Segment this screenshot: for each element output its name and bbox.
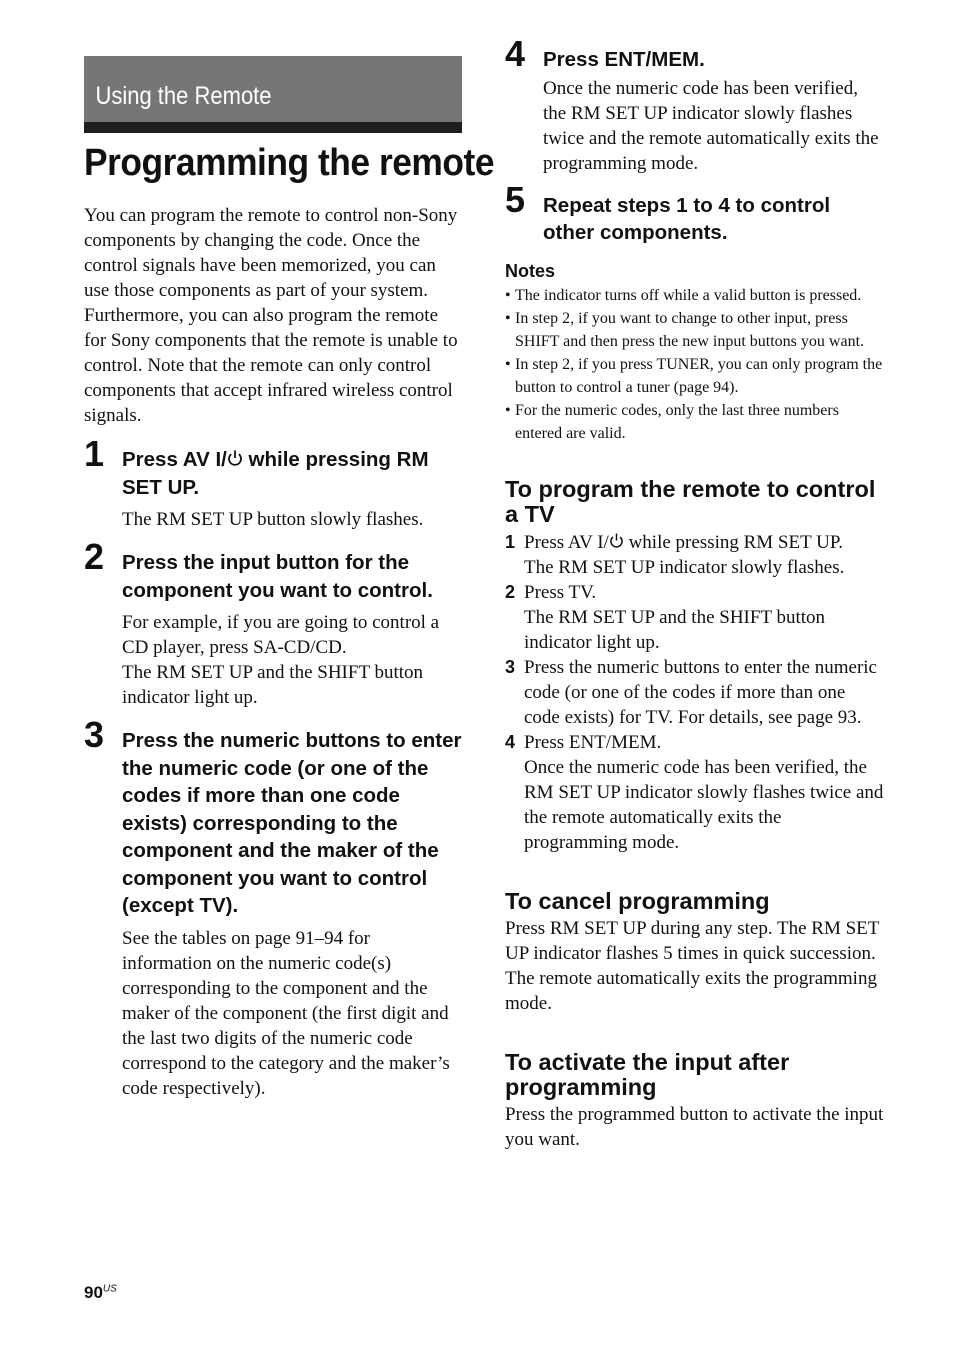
page-number-value: 90 <box>84 1283 103 1302</box>
notes <box>505 261 885 445</box>
tv-step-text-part: while pressing RM SET UP. <box>623 531 844 553</box>
step-2 <box>84 536 462 710</box>
step-body: Once the numeric code has been verified, the RM SET UP indicator slowly flashes twice and the remote automatically exits the programming mode. <box>543 77 879 174</box>
step-4 <box>505 33 885 176</box>
tv-step-text: Press the numeric buttons to enter the numeric code (or one of the codes if more than one code exists) for TV. For details, see page 93. <box>524 656 877 728</box>
activate-section-body: Press the programmed button to activate the input you want. <box>505 1103 884 1150</box>
step-number: 5 <box>505 178 526 220</box>
tv-step-number: 2 <box>505 581 516 602</box>
bullet-icon: • <box>505 355 511 373</box>
page-number-suffix: US <box>102 1283 117 1295</box>
intro-paragraph-1: You can program the remote to control non-Sony components by changing the code. Once the control signals have been memorized, you can use those components as part of your system. <box>84 205 458 301</box>
activate-section-title: To activate the input after programming <box>505 1048 790 1100</box>
step-heading <box>122 446 462 501</box>
section-banner <box>84 56 462 133</box>
step-heading-part: Press AV I/ <box>122 448 227 471</box>
step-number: 3 <box>84 714 105 755</box>
intro-text <box>84 203 462 428</box>
tv-step-text: The RM SET UP and the SHIFT button indicator light up. <box>524 606 826 653</box>
step-heading: Repeat steps 1 to 4 to control other components. <box>543 193 831 244</box>
cancel-section-title: To cancel programming <box>505 887 770 914</box>
tv-step-number: 4 <box>505 731 516 752</box>
bullet-icon: • <box>505 309 511 327</box>
power-standby-icon <box>227 449 243 468</box>
notes-title: Notes <box>505 260 556 281</box>
step-number: 4 <box>505 33 526 74</box>
step-body: The RM SET UP button slowly flashes. <box>122 509 424 530</box>
tv-step-text: Once the numeric code has been verified, the RM SET UP indicator slowly flashes twice and the remote automatically exits the programming mode. <box>524 756 884 853</box>
step-body: For example, if you are going to control a CD player, press SA-CD/CD. <box>122 612 440 658</box>
page-number <box>84 1283 117 1303</box>
page-title: Programming the remote <box>84 142 495 184</box>
tv-section <box>505 477 885 855</box>
note-item <box>505 284 885 307</box>
tv-step-text: The RM SET UP indicator slowly flashes. <box>524 556 845 578</box>
step-3 <box>84 714 462 1101</box>
note-item <box>505 353 885 399</box>
step-body: The RM SET UP and the SHIFT button indicator light up. <box>122 662 424 708</box>
note-item <box>505 399 885 445</box>
tv-step-number: 1 <box>505 531 516 552</box>
note-text: The indicator turns off while a valid button is pressed. <box>515 286 862 304</box>
tv-step-1 <box>505 530 885 580</box>
cancel-section-body: Press RM SET UP during any step. The RM SET UP indicator flashes 5 times in quick succession. The remote automatically exits the programming mode. <box>505 917 880 1014</box>
tv-step-text: Press TV. <box>524 581 597 603</box>
step-number: 1 <box>84 433 105 474</box>
step-5 <box>505 178 885 247</box>
tv-step-text <box>524 530 885 555</box>
tv-step-4 <box>505 730 885 855</box>
step-heading: Press ENT/MEM. <box>543 48 705 71</box>
step-body: See the tables on page 91–94 for information on the numeric code(s) corresponding to the component and the maker of the component (the first digit and the last two digits of the numeric code correspond to the category and the maker’s code respectively). <box>122 927 450 1099</box>
step-heading: Press the input button for the component you want to control. <box>122 551 433 602</box>
tv-step-number: 3 <box>505 656 516 677</box>
note-text: In step 2, if you press TUNER, you can only program the button to control a tuner (page 94). <box>515 355 883 396</box>
tv-section-title: To program the remote to control a TV <box>505 475 876 527</box>
bullet-icon: • <box>505 401 511 419</box>
cancel-section <box>505 889 885 1016</box>
tv-step-text-part: Press AV I/ <box>524 531 609 553</box>
left-column <box>84 56 495 1101</box>
step-1 <box>84 433 462 532</box>
activate-section <box>505 1050 885 1152</box>
bullet-icon: • <box>505 286 511 304</box>
tv-step-text: Press ENT/MEM. <box>524 731 662 753</box>
tv-step-2 <box>505 580 885 655</box>
step-number: 2 <box>84 536 105 577</box>
intro-paragraph-2: Furthermore, you can also program the remote for Sony components that the remote is unable to control. Note that the remote can only control components that accept infrared wireless control signals. <box>84 305 458 426</box>
step-heading: Press the numeric buttons to enter the numeric code (or one of the codes if more than one code exists) corresponding to the component and the maker of the component you want to control (except TV). <box>122 729 462 917</box>
note-item <box>505 307 885 353</box>
note-text: For the numeric codes, only the last three numbers entered are valid. <box>515 401 839 442</box>
note-text: In step 2, if you want to change to other input, press SHIFT and then press the new input buttons you want. <box>515 309 865 350</box>
step-heading-part: while pressing RM SET UP. <box>122 448 429 499</box>
tv-step-3 <box>505 655 885 730</box>
right-column <box>505 33 885 1152</box>
section-label: Using the Remote <box>95 82 272 110</box>
power-standby-icon <box>609 532 624 550</box>
